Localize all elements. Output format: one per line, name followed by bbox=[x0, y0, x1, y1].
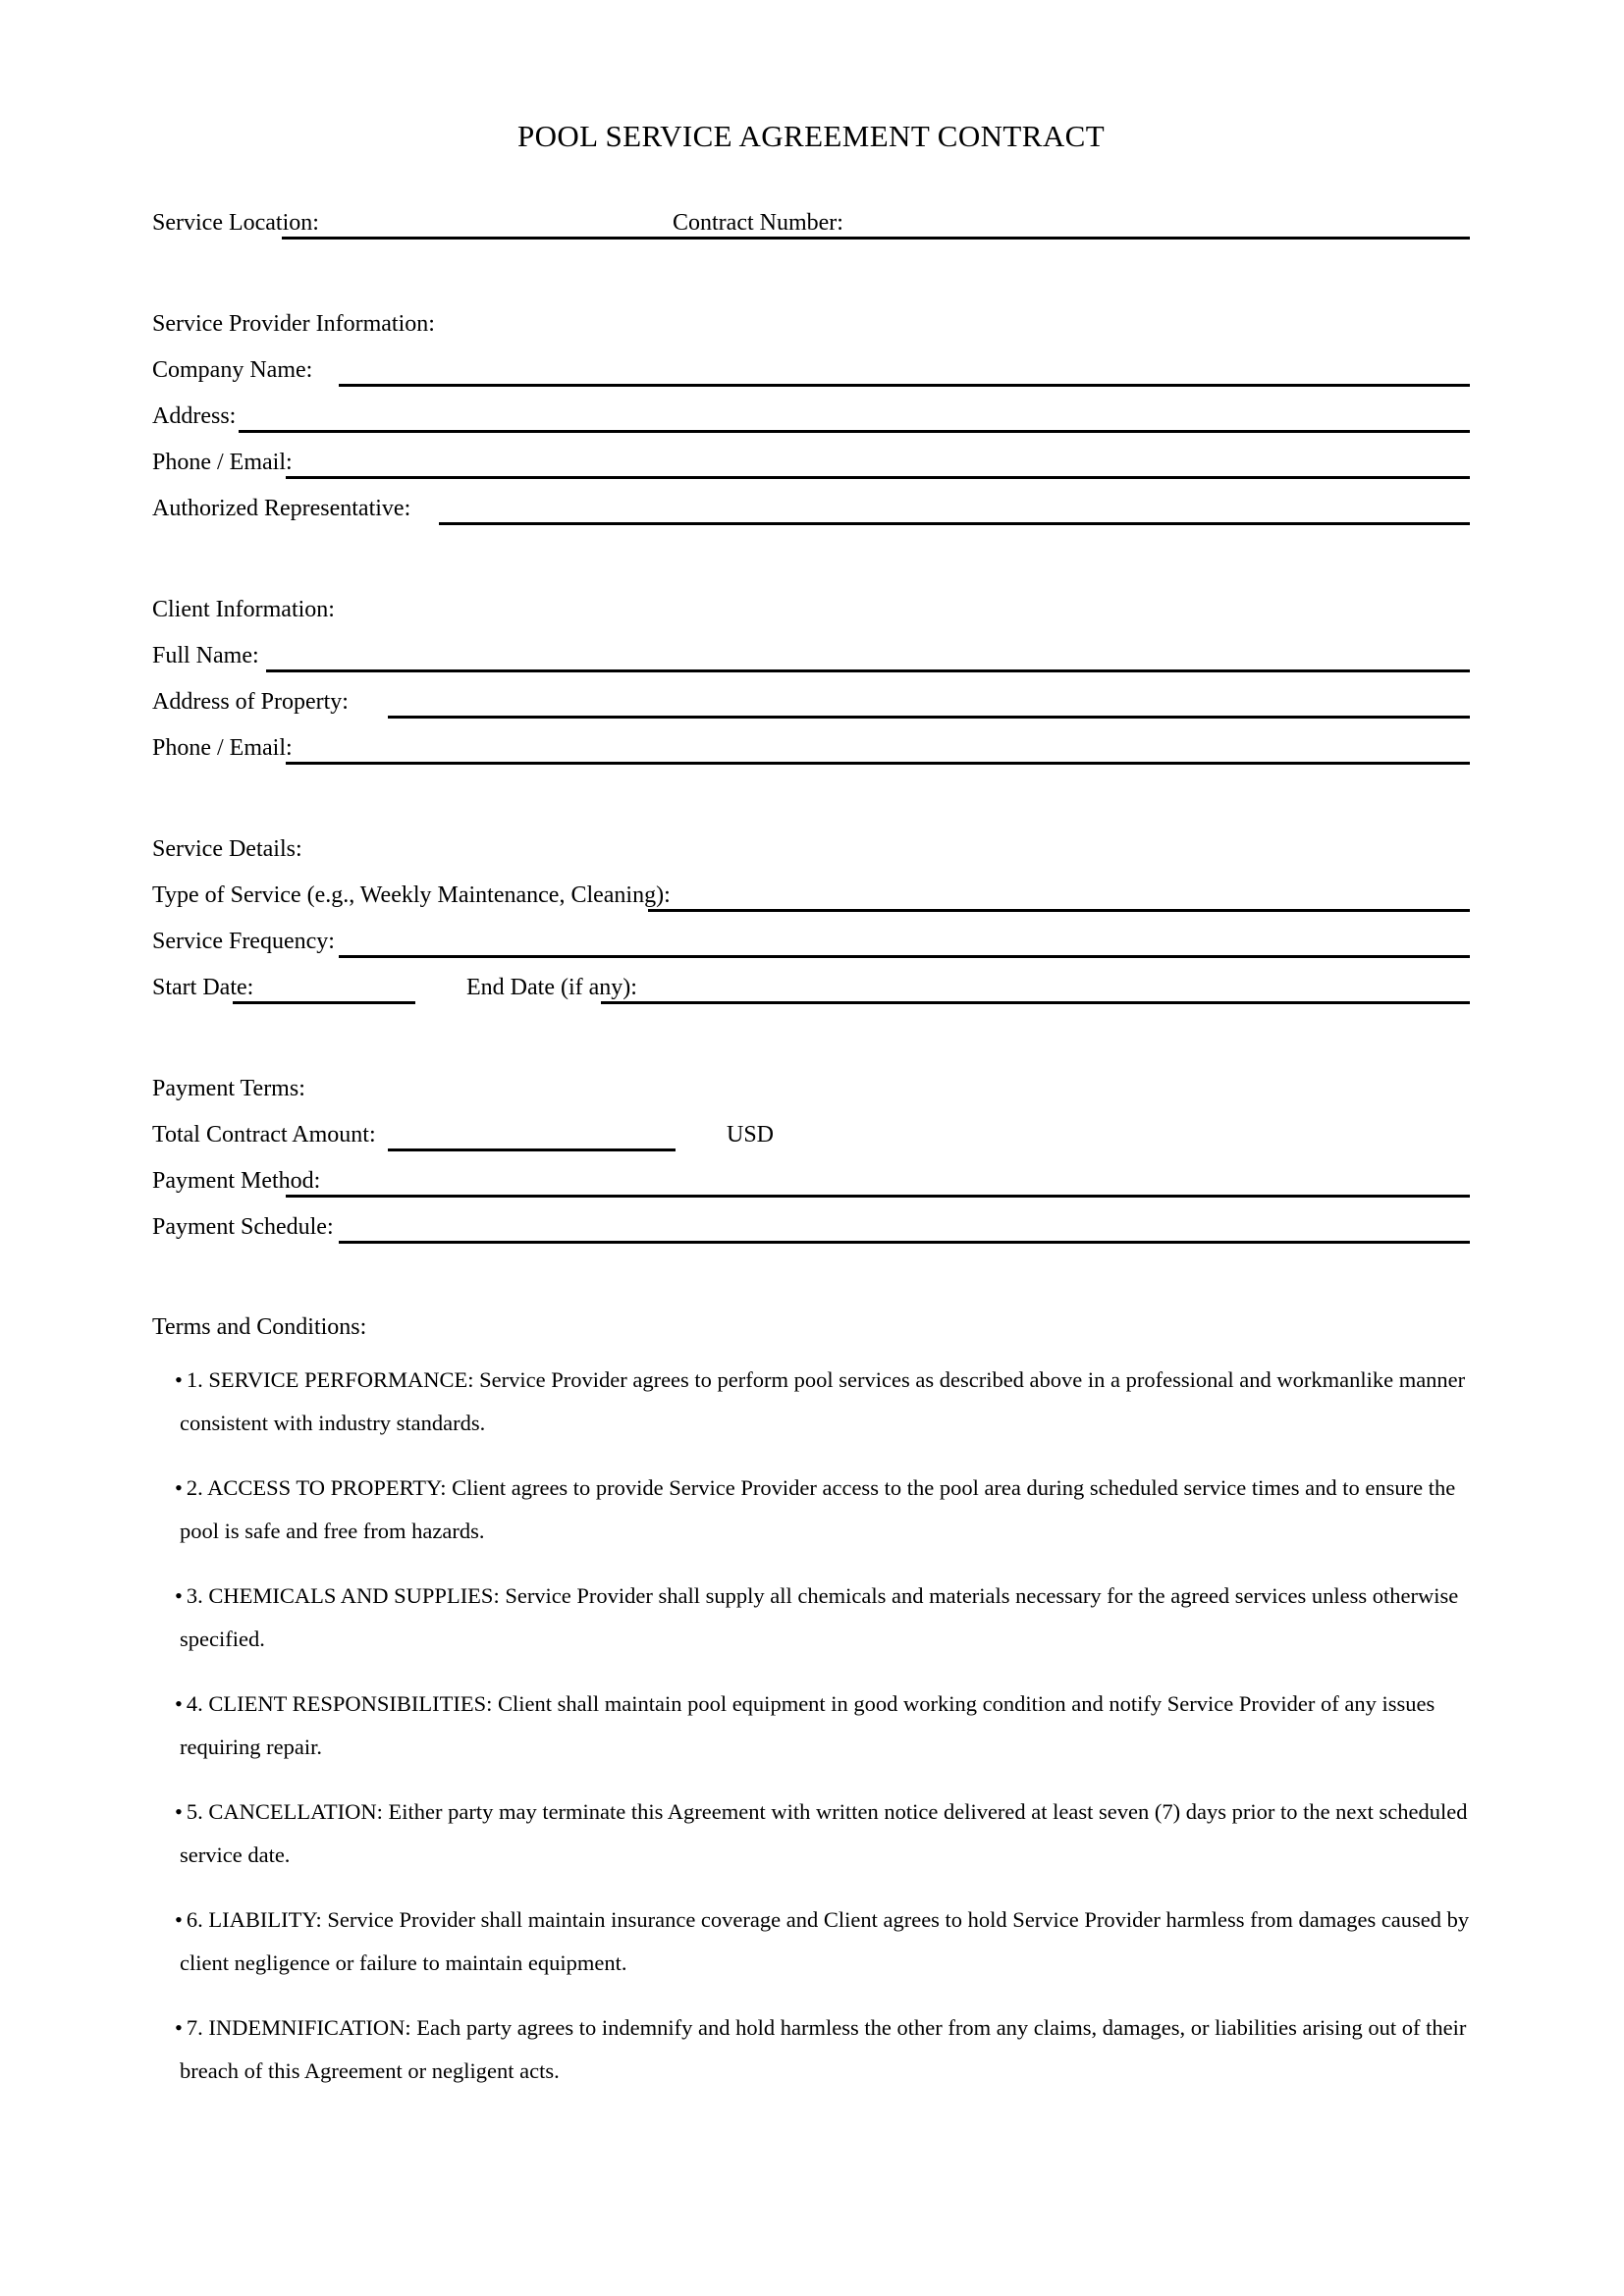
client-phone-email-label: Phone / Email: bbox=[152, 735, 293, 762]
page-title: POOL SERVICE AGREEMENT CONTRACT bbox=[516, 119, 1106, 153]
currency-label: USD bbox=[727, 1122, 775, 1148]
spacer bbox=[152, 772, 1470, 827]
terms-item-text: 6. LIABILITY: Service Provider shall maintain insurance coverage and Client agrees to hold Service Provider harmless from damages caused by client negligence or failure to maintain equipment. bbox=[180, 1907, 1470, 1976]
bullet-icon: • bbox=[175, 2015, 183, 2041]
field-row-payment-schedule bbox=[152, 1204, 1470, 1251]
company-name-label: Company Name: bbox=[152, 357, 313, 384]
field-row-client-full-name bbox=[152, 633, 1470, 679]
client-phone-email-input-rule[interactable] bbox=[286, 762, 1470, 765]
field-row-client-phone-email bbox=[152, 725, 1470, 772]
client-full-name-label: Full Name: bbox=[152, 643, 259, 669]
terms-item-text: 7. INDEMNIFICATION: Each party agrees to indemnify and hold harmless the other from any claims, damages, or liabilities arising out of their breach of this Agreement or negligent acts. bbox=[180, 2015, 1467, 2084]
service-location-input-rule[interactable] bbox=[282, 237, 1470, 240]
service-location-label: Service Location: bbox=[152, 210, 319, 237]
type-of-service-input-rule[interactable] bbox=[648, 909, 1470, 912]
provider-address-label: Address: bbox=[152, 403, 237, 430]
field-row-company-name bbox=[152, 347, 1470, 394]
field-row-service-frequency bbox=[152, 919, 1470, 965]
field-row-provider-phone-email bbox=[152, 440, 1470, 486]
field-row-authorized-representative bbox=[152, 486, 1470, 532]
field-row-provider-address bbox=[152, 394, 1470, 440]
terms-list-item bbox=[152, 1898, 1470, 1985]
service-frequency-input-rule[interactable] bbox=[339, 955, 1470, 958]
bullet-icon: • bbox=[175, 1583, 183, 1609]
authorized-representative-label: Authorized Representative: bbox=[152, 496, 411, 522]
provider-phone-email-input-rule[interactable] bbox=[286, 476, 1470, 479]
bullet-icon: • bbox=[175, 1475, 183, 1501]
payment-method-input-rule[interactable] bbox=[286, 1195, 1470, 1198]
terms-item-text: 3. CHEMICALS AND SUPPLIES: Service Provider shall supply all chemicals and materials necessary for the agreed services unless otherwise specified. bbox=[180, 1583, 1459, 1652]
end-date-input-rule[interactable] bbox=[601, 1001, 1470, 1004]
payment-section-heading: Payment Terms: bbox=[152, 1076, 305, 1102]
field-row-total-contract-amount bbox=[152, 1112, 1470, 1158]
terms-list-item bbox=[152, 1790, 1470, 1877]
spacer bbox=[152, 1011, 1470, 1066]
document-content bbox=[152, 0, 1470, 2114]
terms-list-item bbox=[152, 1575, 1470, 1661]
bullet-icon: • bbox=[175, 1691, 183, 1717]
bullet-icon: • bbox=[175, 1907, 183, 1933]
field-row-client-property-address bbox=[152, 679, 1470, 725]
bullet-icon: • bbox=[175, 1367, 183, 1393]
spacer bbox=[152, 246, 1470, 301]
terms-section-heading: Terms and Conditions: bbox=[152, 1314, 367, 1341]
contract-number-label: Contract Number: bbox=[673, 210, 843, 237]
terms-item-text: 1. SERVICE PERFORMANCE: Service Provider agrees to perform pool services as described above in a professional and workmanlike manner consistent with industry standards. bbox=[180, 1367, 1466, 1436]
terms-item-text: 2. ACCESS TO PROPERTY: Client agrees to provide Service Provider access to the pool area during scheduled service times and to ensure the pool is safe and free from hazards. bbox=[180, 1475, 1456, 1544]
terms-list-item bbox=[152, 1359, 1470, 1445]
start-date-label: Start Date: bbox=[152, 975, 254, 1001]
bullet-icon: • bbox=[175, 1799, 183, 1825]
company-name-input-rule[interactable] bbox=[339, 384, 1470, 387]
start-date-input-rule[interactable] bbox=[233, 1001, 415, 1004]
terms-list-item bbox=[152, 2006, 1470, 2093]
provider-phone-email-label: Phone / Email: bbox=[152, 450, 293, 476]
client-full-name-input-rule[interactable] bbox=[266, 669, 1470, 672]
spacer bbox=[152, 532, 1470, 587]
terms-item-text: 4. CLIENT RESPONSIBILITIES: Client shall maintain pool equipment in good working condition and notify Service Provider of any issues requiring repair. bbox=[180, 1691, 1435, 1760]
client-property-address-label: Address of Property: bbox=[152, 689, 349, 716]
field-row-start-end-date bbox=[152, 965, 1470, 1011]
field-row-type-of-service bbox=[152, 873, 1470, 919]
payment-schedule-label: Payment Schedule: bbox=[152, 1214, 334, 1241]
terms-list-item bbox=[152, 1682, 1470, 1769]
provider-section-heading: Service Provider Information: bbox=[152, 311, 435, 338]
authorized-representative-input-rule[interactable] bbox=[439, 522, 1470, 525]
total-contract-amount-input-rule[interactable] bbox=[388, 1148, 676, 1151]
end-date-label: End Date (if any): bbox=[466, 975, 637, 1001]
client-section-heading: Client Information: bbox=[152, 597, 335, 623]
total-contract-amount-label: Total Contract Amount: bbox=[152, 1122, 376, 1148]
service-frequency-label: Service Frequency: bbox=[152, 929, 335, 955]
payment-schedule-input-rule[interactable] bbox=[339, 1241, 1470, 1244]
provider-address-input-rule[interactable] bbox=[239, 430, 1470, 433]
spacer bbox=[152, 153, 1470, 200]
terms-list-item bbox=[152, 1467, 1470, 1553]
client-property-address-input-rule[interactable] bbox=[388, 716, 1470, 719]
type-of-service-label: Type of Service (e.g., Weekly Maintenance, Cleaning): bbox=[152, 882, 671, 909]
field-row-service-location bbox=[152, 200, 1470, 246]
field-row-payment-method bbox=[152, 1158, 1470, 1204]
service-section-heading: Service Details: bbox=[152, 836, 302, 863]
spacer bbox=[152, 1251, 1470, 1306]
payment-method-label: Payment Method: bbox=[152, 1168, 321, 1195]
terms-item-text: 5. CANCELLATION: Either party may terminate this Agreement with written notice delivered at least seven (7) days prior to the next scheduled service date. bbox=[180, 1799, 1468, 1868]
